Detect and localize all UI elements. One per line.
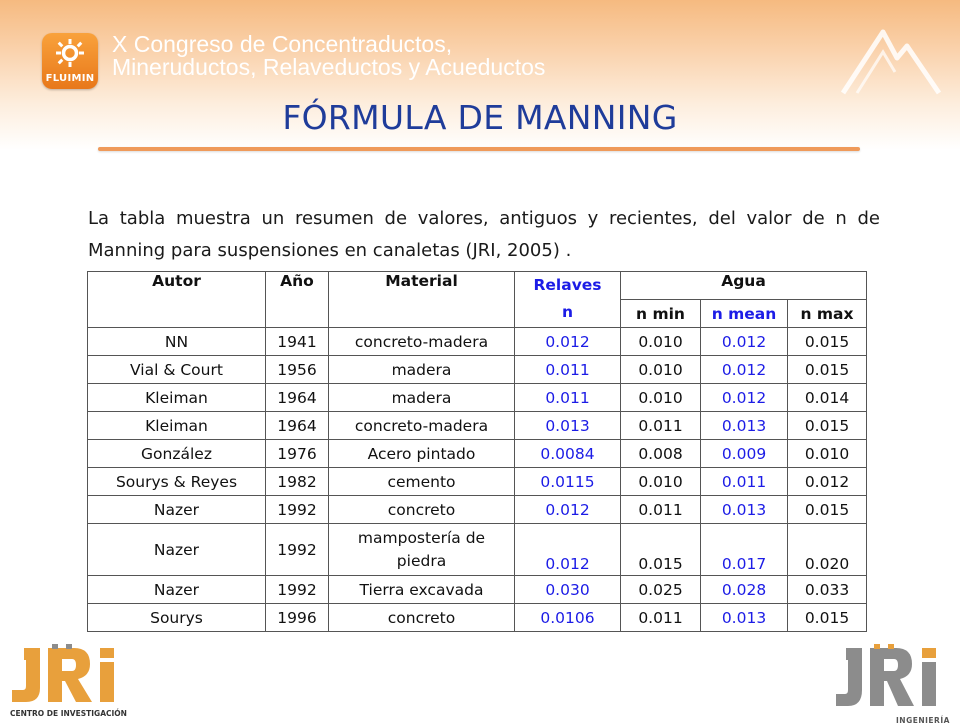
jri-left-caption: CENTRO DE INVESTIGACIÓN	[10, 709, 127, 718]
cell-n-mean: 0.013	[701, 604, 788, 632]
cell-material: concreto-madera	[329, 412, 515, 440]
cell-n-mean: 0.028	[701, 576, 788, 604]
cell-relaves: 0.0084	[515, 440, 621, 468]
cell-n-min: 0.010	[621, 328, 701, 356]
col-header-relaves	[515, 272, 621, 328]
cell-n-min: 0.011	[621, 412, 701, 440]
congress-title	[112, 33, 545, 79]
cell-n-min: 0.015	[621, 524, 701, 576]
cell-n-max: 0.015	[788, 328, 867, 356]
cell-relaves: 0.030	[515, 576, 621, 604]
cell-n-mean: 0.012	[701, 356, 788, 384]
cell-anio: 1996	[266, 604, 329, 632]
jri-logo-mark	[10, 644, 150, 708]
cell-autor: Nazer	[88, 524, 266, 576]
cell-material: cemento	[329, 468, 515, 496]
table-row	[88, 524, 867, 576]
cell-autor: NN	[88, 328, 266, 356]
jri-logo-mark	[834, 644, 960, 714]
congress-title-line-1: X Congreso de Concentraductos,	[112, 31, 453, 57]
cell-anio: 1982	[266, 468, 329, 496]
col-header-relaves-line-1: Relaves	[533, 276, 602, 294]
col-header-relaves-line-2: n	[561, 303, 574, 321]
cell-n-min: 0.011	[621, 604, 701, 632]
congress-title-line-2: Mineruductos, Relaveductos y Acueductos	[112, 54, 546, 80]
col-header-n-max: n max	[788, 300, 867, 328]
col-header-n-min: n min	[621, 300, 701, 328]
table-row	[88, 468, 867, 496]
cell-n-mean: 0.017	[701, 524, 788, 576]
cell-anio: 1992	[266, 496, 329, 524]
cell-relaves: 0.011	[515, 356, 621, 384]
table-row	[88, 496, 867, 524]
table-row	[88, 604, 867, 632]
table-row	[88, 356, 867, 384]
cell-relaves: 0.011	[515, 384, 621, 412]
col-header-anio: Año	[266, 272, 329, 328]
mountain-outline-icon	[835, 18, 945, 98]
title-underline	[98, 147, 860, 151]
cell-autor: Sourys	[88, 604, 266, 632]
cell-material: madera	[329, 384, 515, 412]
manning-table	[87, 271, 867, 632]
cell-n-max: 0.012	[788, 468, 867, 496]
cell-material: Tierra excavada	[329, 576, 515, 604]
cell-material: Acero pintado	[329, 440, 515, 468]
cell-autor: Nazer	[88, 576, 266, 604]
cell-autor: González	[88, 440, 266, 468]
cell-n-min: 0.010	[621, 384, 701, 412]
table-row	[88, 576, 867, 604]
jri-logo-right	[834, 644, 960, 725]
gear-sun-icon	[54, 38, 86, 68]
cell-relaves: 0.012	[515, 328, 621, 356]
cell-relaves: 0.013	[515, 412, 621, 440]
cell-n-min: 0.008	[621, 440, 701, 468]
cell-n-max: 0.010	[788, 440, 867, 468]
cell-n-mean: 0.009	[701, 440, 788, 468]
cell-anio: 1956	[266, 356, 329, 384]
cell-material: concreto	[329, 496, 515, 524]
fluimin-logo-text: FLUIMIN	[45, 73, 95, 84]
col-header-n-mean: n mean	[701, 300, 788, 328]
cell-n-max: 0.015	[788, 412, 867, 440]
cell-anio: 1992	[266, 524, 329, 576]
cell-n-min: 0.011	[621, 496, 701, 524]
cell-n-mean: 0.013	[701, 496, 788, 524]
cell-material: concreto	[329, 604, 515, 632]
cell-n-mean: 0.013	[701, 412, 788, 440]
cell-autor: Vial & Court	[88, 356, 266, 384]
cell-n-max: 0.015	[788, 496, 867, 524]
cell-n-max: 0.015	[788, 604, 867, 632]
cell-n-max: 0.033	[788, 576, 867, 604]
cell-autor: Sourys & Reyes	[88, 468, 266, 496]
cell-anio: 1964	[266, 384, 329, 412]
cell-anio: 1976	[266, 440, 329, 468]
cell-anio: 1941	[266, 328, 329, 356]
cell-relaves: 0.012	[515, 496, 621, 524]
table-header-row	[88, 272, 867, 300]
cell-autor: Kleiman	[88, 412, 266, 440]
cell-n-mean: 0.012	[701, 328, 788, 356]
table-row	[88, 440, 867, 468]
intro-paragraph: La tabla muestra un resumen de valores, antiguos y recientes, del valor de n de Manning para suspensiones en canaletas (JRI, 2005) .	[88, 208, 880, 261]
cell-anio: 1992	[266, 576, 329, 604]
cell-relaves: 0.0106	[515, 604, 621, 632]
cell-material-line-2: piedra	[396, 551, 447, 570]
fluimin-logo	[42, 33, 98, 89]
col-header-agua: Agua	[621, 272, 867, 300]
cell-anio: 1964	[266, 412, 329, 440]
col-header-material: Material	[329, 272, 515, 328]
cell-n-min: 0.010	[621, 468, 701, 496]
cell-n-max: 0.015	[788, 356, 867, 384]
table-row	[88, 328, 867, 356]
cell-material: concreto-madera	[329, 328, 515, 356]
cell-autor: Kleiman	[88, 384, 266, 412]
cell-material	[329, 524, 515, 576]
cell-n-mean: 0.012	[701, 384, 788, 412]
col-header-autor: Autor	[88, 272, 266, 328]
jri-right-caption: INGENIERÍA	[896, 716, 950, 725]
cell-autor: Nazer	[88, 496, 266, 524]
cell-n-max: 0.014	[788, 384, 867, 412]
cell-n-min: 0.010	[621, 356, 701, 384]
cell-n-min: 0.025	[621, 576, 701, 604]
table-row	[88, 384, 867, 412]
cell-material: madera	[329, 356, 515, 384]
jri-logo-left	[10, 644, 150, 718]
page-title: FÓRMULA DE MANNING	[282, 98, 678, 137]
cell-n-mean: 0.011	[701, 468, 788, 496]
cell-n-max: 0.020	[788, 524, 867, 576]
cell-material-line-1: mampostería de	[357, 528, 486, 547]
cell-relaves: 0.0115	[515, 468, 621, 496]
cell-relaves: 0.012	[515, 524, 621, 576]
table-row	[88, 412, 867, 440]
